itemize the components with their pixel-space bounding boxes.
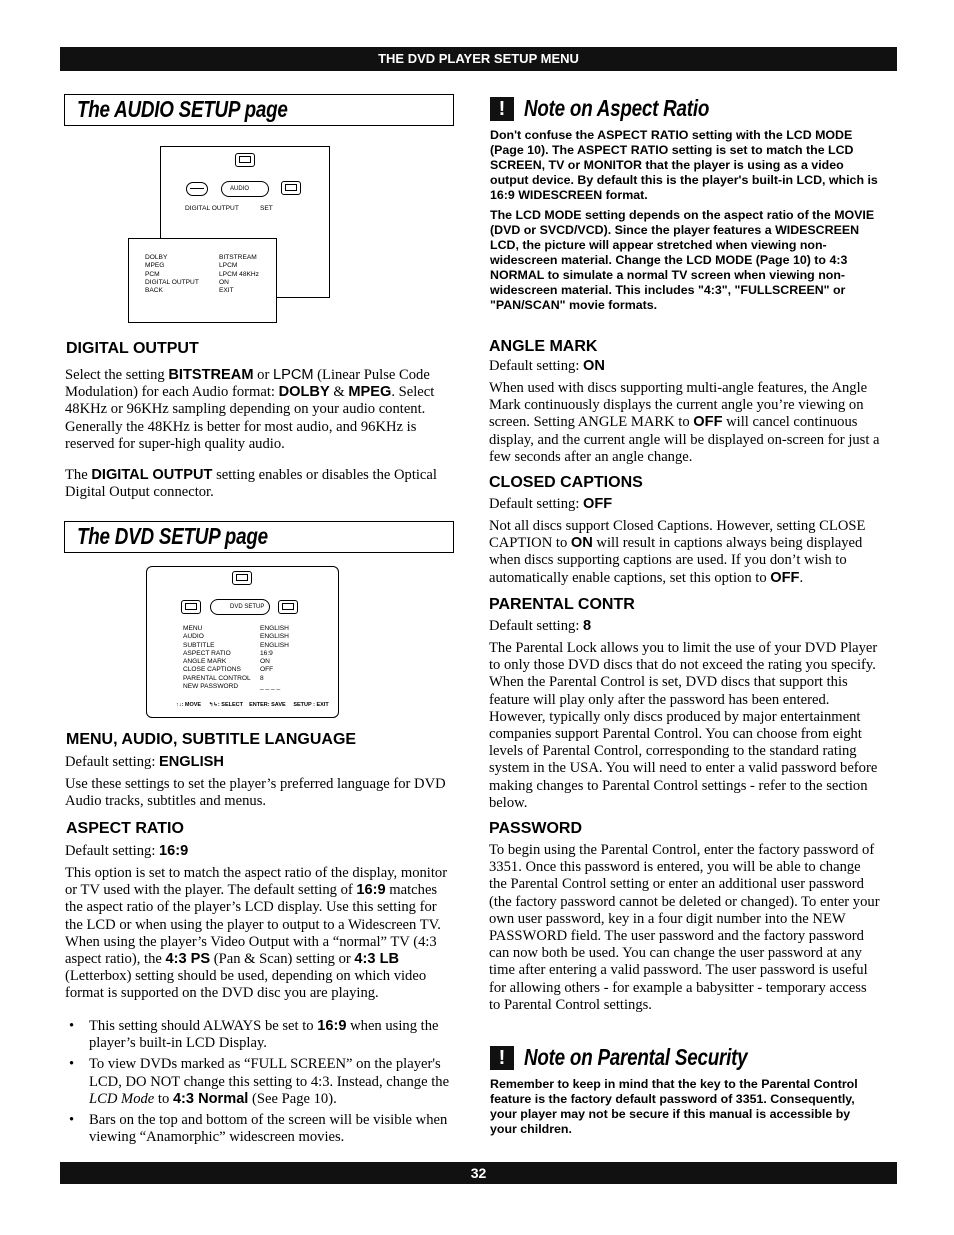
- preference-icon: [281, 181, 301, 195]
- aspect-ratio-heading: ASPECT RATIO: [66, 820, 184, 837]
- osd-menu-value: EXIT: [219, 287, 234, 295]
- osd-menu-value: ON: [219, 278, 229, 286]
- page-header-title: THE DVD PLAYER SETUP MENU: [378, 51, 579, 66]
- osd-menu-label: CLOSE CAPTIONS: [183, 666, 241, 674]
- audio-tab-label: AUDIO: [230, 186, 250, 192]
- closed-captions-body: Not all discs support Closed Captions. However, setting CLOSE CAPTION to ON will result in captions always being displayed when discs supporting captions are used. If you don’t wish to automatically enable captions, set this option to OFF.: [489, 518, 866, 586]
- angle-mark-body: When used with discs supporting multi-angle features, the Angle Mark continuously displays the current angle you’re viewing on screen. Setting ANGLE MARK to OFF will cancel continuous display, and the current angle will be displayed on-screen for just a few seconds after an angle change.: [489, 380, 880, 465]
- general-setup-icon: [186, 182, 208, 196]
- dvd-osd-labels: [183, 625, 251, 691]
- audio-setup-title-box: [64, 94, 454, 126]
- osd-menu-label: NEW PASSWORD: [183, 683, 239, 691]
- audio-submenu-osd: [128, 238, 277, 323]
- password-heading: PASSWORD: [489, 820, 583, 837]
- note-parental-paragraph: Remember to keep in mind that the key to the Parental Control feature is the factory default password of 3351. Consequently, your player may not be secure if this manual is accessible by your children.: [490, 1077, 858, 1136]
- digital-output-heading: DIGITAL OUTPUT: [66, 340, 199, 357]
- note-aspect-title: Note on Aspect Ratio: [524, 95, 710, 121]
- dvd-osd-footer: ↑↓: MOVE ↰↳: SELECT ENTER: SAVE SETUP : EXIT: [176, 702, 329, 708]
- page-header-bar: [60, 47, 897, 71]
- osd-menu-label: ASPECT RATIO: [183, 649, 231, 657]
- aspect-ratio-bullets: [65, 1018, 457, 1150]
- dvd-osd-values: [260, 625, 289, 691]
- up-down-arrows-icon: ↑↓: [176, 702, 182, 708]
- tv-icon: [235, 153, 255, 167]
- osd-menu-value: LPCM 48KHz: [219, 270, 259, 278]
- osd-menu-label: PARENTAL CONTROL: [183, 674, 251, 682]
- osd-menu-label: AUDIO: [183, 633, 204, 641]
- osd-menu-label: PCM: [145, 270, 160, 278]
- note-aspect-paragraph-1: Don't confuse the ASPECT RATIO setting with the LCD MODE (Page 10). The ASPECT RATIO setting is set to match the LCD SCREEN, TV or MONITOR that the player is using as a video output device. By default this is the player's built-in LCD, which is 16:9 WIDESCREEN format.: [490, 128, 878, 202]
- closed-captions-default: Default setting: OFF: [489, 496, 613, 512]
- language-heading: MENU, AUDIO, SUBTITLE LANGUAGE: [66, 731, 357, 748]
- language-default: Default setting: ENGLISH: [65, 754, 224, 770]
- osd-menu-value: OFF: [260, 666, 274, 674]
- osd-menu-label: MPEG: [145, 262, 165, 270]
- osd-row-label: DIGITAL OUTPUT: [185, 205, 239, 212]
- osd-menu-value: 8: [260, 674, 264, 682]
- osd-menu-label: ANGLE MARK: [183, 658, 227, 666]
- parental-default: Default setting: 8: [489, 618, 592, 634]
- aspect-ratio-body: This option is set to match the aspect ratio of the display, monitor or TV used with the player. The default setting of 16:9 matches the aspect ratio of the player’s LCD display. Use this setting for the LCD or when using the player to output to a Widescreen TV. When using the player’s Video Output with a “normal” TV (4:3 aspect ratio), the 4:3 PS (Pan & Scan) setting or 4:3 LB (Letterbox) setting should be used, depending on which video format is supported on the DVD disc you are playing.: [65, 865, 448, 1002]
- aspect-ratio-default: Default setting: 16:9: [65, 843, 189, 859]
- osd-menu-value: ENGLISH: [260, 641, 289, 649]
- osd-menu-value: 16:9: [260, 649, 273, 657]
- audio-setup-title: The AUDIO SETUP page: [77, 96, 288, 122]
- osd-menu-label: BACK: [145, 287, 163, 295]
- parental-body: The Parental Lock allows you to limit the use of your DVD Player to only those DVD discs that do not exceed the rating you specify. When the Parental Control is set, DVD discs that support this feature will play only after the password has been entered. However, typically only discs produced by major entertainment companies support Parental Control. You can choose from eight levels of Parental Control, corresponding to the standard rating system in the USA. You will need to enter a valid password before making changes to Parental Control settings - refer to the section below.: [489, 640, 878, 811]
- osd-menu-label: DOLBY: [145, 254, 168, 261]
- general-setup-icon: [181, 600, 201, 614]
- osd-menu-label: SUBTITLE: [183, 641, 215, 649]
- tv-icon: [232, 571, 252, 585]
- page-number: 32: [470, 1165, 487, 1181]
- dvd-setup-title-box: [64, 521, 454, 553]
- osd-menu-value: _ _ _ _: [260, 683, 281, 691]
- dvd-setup-tab: [210, 599, 270, 615]
- osd-menu-label: MENU: [183, 625, 203, 632]
- list-item: • To view DVDs marked as “FULL SCREEN” on the player's LCD, DO NOT change this setting to 4:3. Instead, change the LCD Mode to 4:3 Normal (See Page 10).: [65, 1056, 457, 1108]
- note-aspect-paragraph-2: The LCD MODE setting depends on the aspect ratio of the MOVIE (DVD or SVCD/VCD). Since the player features a WIDESCREEN LCD, the picture will appear stretched when viewing non-widescreen material. Change the LCD MODE (Page 10) to 4:3 NORMAL to simulate a normal TV screen when viewing non-widescreen material. This includes "4:3", "FULLSCREEN" or "PAN/SCAN" movie formats.: [490, 208, 875, 312]
- dvd-setup-osd: [146, 566, 339, 718]
- left-right-arrows-icon: ↰↳: [208, 702, 218, 708]
- password-body: To begin using the Parental Control, enter the factory password of 3351. Once this password is entered, you will be able to change the Parental Control setting or enter an additional user password (the factory password cannot be deleted or changed). To enter your own user password, key in a four digit number into the NEW PASSWORD field. The user password and the factory password can now both be used. You can change the user password at any time after entering a valid password. The user password is useful for allowing others - for example a babysitter - temporary access to Parental Control settings.: [489, 842, 880, 1013]
- angle-mark-default: Default setting: ON: [489, 358, 605, 374]
- list-item: • Bars on the top and bottom of the screen will be visible when viewing “Anamorphic” widescreen movies.: [65, 1112, 457, 1146]
- warning-icon: !: [490, 1046, 514, 1070]
- closed-captions-heading: CLOSED CAPTIONS: [489, 474, 643, 491]
- note-parental-title: Note on Parental Security: [524, 1044, 748, 1070]
- audio-submenu-labels: [145, 254, 199, 295]
- audio-setup-icon: [278, 600, 298, 614]
- osd-menu-value: ON: [260, 658, 270, 666]
- osd-menu-value: ENGLISH: [260, 625, 289, 632]
- parental-heading: PARENTAL CONTR: [489, 596, 635, 613]
- list-item: • This setting should ALWAYS be set to 16:9 when using the player’s built-in LCD Display.: [65, 1018, 457, 1052]
- digital-output-paragraph-2: The DIGITAL OUTPUT setting enables or disables the Optical Digital Output connector.: [65, 467, 437, 501]
- audio-tab: [221, 181, 269, 197]
- osd-menu-value: BITSTREAM: [219, 254, 257, 261]
- dvd-setup-tab-label: DVD SETUP: [230, 604, 265, 610]
- digital-output-paragraph-1: Select the setting BITSTREAM or LPCM (Linear Pulse Code Modulation) for each Audio format: DOLBY & MPEG. Select 48KHz or 96KHz sampling depending on your audio content. Generally the 48KHz is better for most audio, and 96KHz is reserved for super-high quality audio.: [65, 367, 435, 452]
- osd-menu-label: DIGITAL OUTPUT: [145, 278, 199, 286]
- page-footer-bar: [60, 1162, 897, 1184]
- warning-icon: !: [490, 97, 514, 121]
- osd-row-value: SET: [260, 205, 273, 212]
- language-body: Use these settings to set the player’s preferred language for DVD Audio tracks, subtitles and menus.: [65, 776, 446, 810]
- osd-menu-value: LPCM: [219, 262, 238, 270]
- audio-submenu-values: [219, 254, 259, 295]
- dvd-setup-title: The DVD SETUP page: [77, 523, 268, 549]
- osd-menu-value: ENGLISH: [260, 633, 289, 641]
- angle-mark-heading: ANGLE MARK: [489, 338, 598, 355]
